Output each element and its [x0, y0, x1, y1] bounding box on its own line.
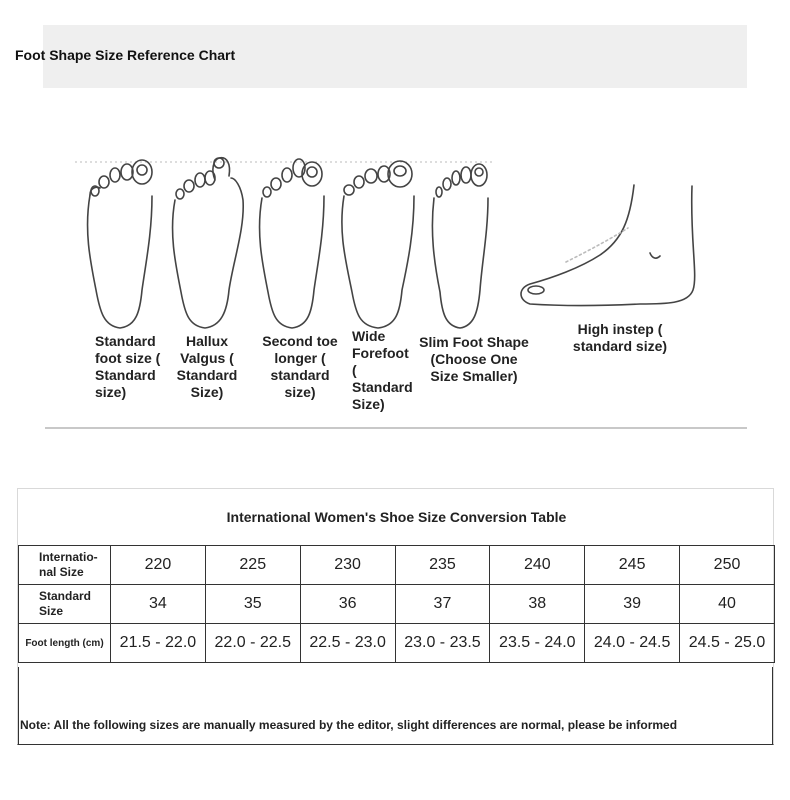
foot-label-standard: Standard foot size ( Standard size)	[95, 333, 161, 400]
table-cell: 22.5 - 23.0	[300, 624, 395, 663]
table-row-standard-size	[19, 585, 775, 624]
table-cell: 40	[680, 585, 775, 624]
table-cell: 36	[300, 585, 395, 624]
table-cell: 23.5 - 24.0	[490, 624, 585, 663]
hallux-valgus-foot-icon	[173, 158, 244, 328]
high-instep-foot-icon	[521, 185, 695, 306]
foot-label-second-toe: Second toe longer ( standard size)	[262, 333, 338, 400]
table-row-foot-length	[19, 624, 775, 663]
table-cell: 220	[111, 546, 206, 585]
table-cell: 35	[205, 585, 300, 624]
foot-label-wide-forefoot: Wide Forefoot ( Standard Size)	[352, 328, 413, 412]
table-cell: 38	[490, 585, 585, 624]
foot-label-high-instep: High instep ( standard size)	[572, 321, 668, 354]
wide-forefoot-foot-icon	[342, 161, 414, 328]
table-cell: 34	[111, 585, 206, 624]
table-cell: 39	[585, 585, 680, 624]
table-cell: 225	[205, 546, 300, 585]
table-cell: 245	[585, 546, 680, 585]
table-cell: 22.0 - 22.5	[205, 624, 300, 663]
table-cell: 37	[395, 585, 490, 624]
table-cell: 240	[490, 546, 585, 585]
row-header: Internatio- nal Size	[19, 546, 111, 585]
table-cell: 235	[395, 546, 490, 585]
slim-foot-icon	[432, 164, 488, 328]
table-cell: 250	[680, 546, 775, 585]
section-divider	[45, 427, 747, 429]
table-cell: 24.5 - 25.0	[680, 624, 775, 663]
size-conversion-table	[18, 545, 775, 663]
foot-label-slim-foot: Slim Foot Shape (Choose One Size Smaller)	[419, 334, 529, 384]
measurement-note: Note: All the following sizes are manually measured by the editor, slight differences are normal, please be informed	[20, 718, 678, 732]
table-title: International Women's Shoe Size Conversion Table	[226, 509, 567, 525]
note-box	[18, 667, 773, 745]
table-cell: 23.0 - 23.5	[395, 624, 490, 663]
foot-label-hallux-valgus: Hallux Valgus ( Standard Size)	[176, 333, 238, 400]
size-conversion-section	[17, 488, 774, 745]
row-header: Standard Size	[19, 585, 111, 624]
standard-foot-icon	[88, 160, 152, 328]
table-cell: 24.0 - 24.5	[585, 624, 680, 663]
page-title: Foot Shape Size Reference Chart	[15, 47, 236, 63]
table-cell: 21.5 - 22.0	[111, 624, 206, 663]
table-cell: 230	[300, 546, 395, 585]
row-header: Foot length (cm)	[19, 624, 111, 663]
table-row-international-size	[19, 546, 775, 585]
second-toe-longer-foot-icon	[260, 159, 324, 328]
